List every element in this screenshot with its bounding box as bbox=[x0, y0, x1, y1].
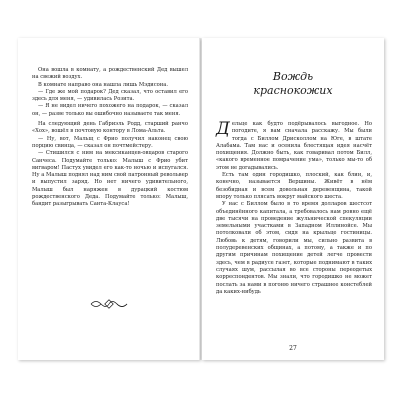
drop-cap: Д bbox=[216, 119, 230, 139]
paragraph: — Стишился с ним на мексиканцев-овцаров старого Санчеса. Подумайте только: Малыш с Фрио убит вигваром! Пастух увидел его как-то ночью и испугался. Ну а Малыш поднял над ним свой патронный револьвер и выпустил заряд. Но нет ничего удивительного, Малыш был наряжен в дурацкий костюм рождественского Деда. Подумайте только: Малыш, бандит разыгрывать Санта-Клауса! bbox=[32, 150, 188, 208]
paragraph: Есть там один городишко, плоский, как блин, и, конечно, называется Вершины. Живёт в нём безобидная и всем довольная деревенщина, такой впору только плясать вокруг майского шеста. bbox=[216, 172, 372, 200]
paragraph: — Я не видел ничего похожего на подарок, — сказал он, — разве только вы ошибочно называете так меня. bbox=[32, 103, 188, 117]
chapter-title bbox=[202, 70, 384, 98]
book-spread bbox=[18, 38, 384, 360]
paragraph: В комнате направо она нашла лишь Мэдисона. bbox=[38, 81, 168, 88]
paragraph: — Ну, вот, Мальщ с Фрио получил наконец свою порцию свинца, — сказал он почтмейстеру. bbox=[32, 135, 188, 149]
left-page-text bbox=[32, 67, 188, 209]
paragraph-body: ельце как будто подёрывалось выгодное. Но погодите, я вам сначала расскажу. Мы были тогда с Биллом Дрисколлом на Юге, в штате Алабама. Там нас и осенила блестящая идея насчёт похищения. Должно быть, как говаривал потом Билл, «какого временное помрачение ума», только мы-то об этом не догадывались. bbox=[216, 121, 372, 171]
paragraph: У нас с Биллом было в то время долларов шестсот объединённого капитала, а требовалось нам ровно ещё две тысячи на проведение жульнической спекуляции земельными участками в Западном Иллинойсе. Мы потолковали об этом, сидя на крыльце гостиницы. Любовь к детям, говорили мы, сильно развита в полудеревенских общинах, а потому, а также и по другим причинам похищение детей легче провести здесь, чем в радиусе газет, которые поднимают в таких случаях шум, рассылая во все стороны переодетых корреспондентов. Мы знали, что городишко не может послать за нами в погоню ничего страшнее констеблей да каких-нибудь bbox=[216, 201, 372, 295]
paragraph: — Где же мой подарок? Дед сказал, что оставил его здесь для меня, — удивилась Розита. bbox=[32, 88, 188, 103]
paragraph bbox=[216, 121, 372, 172]
chapter-title-line: краснокожих bbox=[253, 84, 333, 97]
paragraph: Она вошла в комнату, а рождественский Дед вышел на свежий воздух. bbox=[32, 67, 188, 81]
left-page bbox=[18, 38, 200, 360]
page-number: 27 bbox=[289, 345, 297, 352]
right-page bbox=[202, 38, 384, 360]
paragraph: На следующий день Габриэль Родд, старший ранчо «Хох», вошёл в почтовую контору в Лома-Альта. bbox=[32, 121, 188, 135]
chapter-title-line: Вождь bbox=[272, 70, 314, 83]
right-page-text bbox=[216, 121, 372, 296]
ornament-icon bbox=[90, 298, 128, 310]
